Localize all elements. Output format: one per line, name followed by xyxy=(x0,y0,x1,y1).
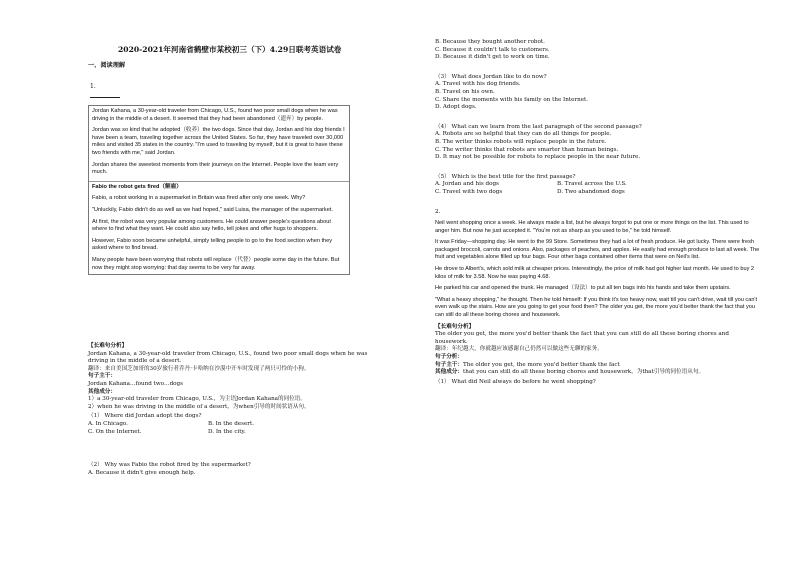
passage-paragraph: "What a heavy shopping," he thought. Then he told himself: If you think it's too heavy now, wait till you can't drive, wait till you can't even walk up the stairs. How are you going to get your food then? The older you get, the more you'd better thank the fact that you can still do all these boring chores and housework. xyxy=(435,296,758,319)
option-d[interactable]: D. Because it didn't get to work on time. xyxy=(435,54,550,61)
analysis-label: 句子主干： xyxy=(435,361,463,368)
question-stem: （1） What did Neil always do before he went shopping? xyxy=(435,378,596,385)
question-options xyxy=(435,181,761,189)
passage-paragraph: He drove to Albert's, which sold milk at cheaper prices. Interestingly, the price of milk had got higher last month. He used to buy 2 kilos of milk for 3.58. Now he was paying 4.68. xyxy=(435,266,755,280)
option-b[interactable]: B. Travel across the U.S. xyxy=(557,181,627,188)
analysis-main: Jordan Kahana…found two…dogs xyxy=(88,380,183,387)
passage-paragraph: He parked his car and opened the trunk. He managed（设法）to put all ten bags into his hands and take them upstairs. xyxy=(435,285,731,292)
analysis-item: 1）a 30-year-old traveler from Chicago, U.S.，为主语Jordan Kahana的同位语。 xyxy=(88,396,306,403)
passage-paragraph: Jordan was so kind that he adopted（收养）the two dogs. Since that day, Jordan and his dog friends I have been a team, traveling together across the United States. So far, they have traveled over 30,000 miles and visited 35 states in the country. "I'm used to traveling by myself, but it is great to have these two friends with me," said Jordan. xyxy=(92,127,345,156)
right-column xyxy=(435,39,761,386)
passage-subtitle: Fabio the robot gets fired（解雇） xyxy=(92,183,182,190)
option-c[interactable]: C. On the Internet. xyxy=(88,428,142,435)
passage-paragraph: However, Fabio soon became unhelpful, simply telling people to go to the food section when they asked where to find bread. xyxy=(92,237,333,252)
passage-paragraph: At first, the robot was very popular among customers. He could answer people's questions about where to find what they want. He could also say hello, tell jokes and offer hugs to shoppers. xyxy=(92,218,331,233)
option-d[interactable]: D. Adopt dogs. xyxy=(435,104,477,111)
analysis-sentence: Jordan Kahana, a 30-year-old traveler from Chicago, U.S., found two poor small dogs when he was driving in the middle of a desert. xyxy=(88,350,368,365)
option-b[interactable]: B. The writer thinks robots will replace people in the future. xyxy=(435,138,607,145)
analysis-label: 其他成分： xyxy=(435,369,463,376)
analysis-main-text: The older you get, the more you'd better thank the fact xyxy=(462,361,620,368)
option-a[interactable]: A. Because it didn't give enough help. xyxy=(88,469,196,476)
box-divider xyxy=(89,181,349,182)
passage-paragraph: Fabio, a robot working in a supermarket in Britain was fired after only one week. Why? xyxy=(92,195,306,202)
question-stem: （4） What can we learn from the last paragraph of the second passage? xyxy=(435,123,642,130)
passage-box xyxy=(88,105,350,275)
analysis-item-text: that you can still do all these boring chores and housework，为that引导的同位语从句。 xyxy=(462,369,705,376)
question-options xyxy=(88,421,386,429)
question-options xyxy=(435,189,761,197)
option-a[interactable]: A. Robots are so helpful that they can do all things for people. xyxy=(435,131,612,138)
question-stem: （3） What does Jordan like to do now? xyxy=(435,73,547,80)
passage-number: 1. xyxy=(90,83,96,90)
question-stem: （2） Why was Fabio the robot fired by the supermarket? xyxy=(88,462,251,469)
passage-two xyxy=(435,220,761,320)
question-stem: （1） Where did Jordan adopt the dogs? xyxy=(88,413,202,420)
passage-paragraph: It was Friday—shopping day. He went to the 99 Store. Sometimes they had a lot of fresh produce. He got lucky. There were fresh packaged broccoli, carrots and onions. Also, packages of peaches, and apples. He easily had enough produce to last all week. The fruit and vegetables alone filled up four bags. Four other bags contained other items that were on Neil's list. xyxy=(435,239,760,261)
passage-paragraph: Neil went shopping once a week. He always made a list, but he always forgot to put one or more things on the list. This used to anger him. But now he just accepted it. "You're not as sharp as you used to be," he told himself. xyxy=(435,220,749,234)
option-d[interactable]: D. It may not be possible for robots to replace people in the near future. xyxy=(435,154,641,161)
analysis-translation: 翻译：来自美国芝加哥的30岁旅行者乔丹·卡哈纳在沙漠中开车时发现了两只可怜的小狗。 xyxy=(88,365,310,372)
analysis-sentence: The older you get, the more you'd better thank the fact that you can still do all these boring chores and housework. xyxy=(435,331,729,345)
option-c[interactable]: C. Because it couldn't talk to customers. xyxy=(435,46,550,53)
analysis-label: 句子主干： xyxy=(88,373,116,380)
passage-paragraph: "Unluckily, Fabio didn't do as well as we had hoped," said Luisa, the manager of the supermarket. xyxy=(92,206,333,213)
option-c[interactable]: C. The writer thinks that robots are smarter than human beings. xyxy=(435,146,619,153)
analysis-item: 2）when he was driving in the middle of a desert，为when引导的时间状语从句。 xyxy=(88,403,310,410)
option-a[interactable]: A. Jordan and his dogs xyxy=(435,181,499,188)
option-a[interactable]: A. Travel with his dog friends. xyxy=(435,81,521,88)
option-a[interactable]: A. In Chicago. xyxy=(88,420,128,427)
analysis-heading: 【长难句分析】 xyxy=(88,343,128,349)
option-d[interactable]: D. In the city. xyxy=(208,428,246,435)
blank-underline xyxy=(90,97,120,98)
option-c[interactable]: C. Travel with two dogs xyxy=(435,188,503,195)
option-c[interactable]: C. Share the moments with his family on the Internet. xyxy=(435,96,589,103)
analysis-item xyxy=(435,369,761,377)
option-d[interactable]: D. Two abandoned dogs xyxy=(557,188,625,195)
option-b[interactable]: B. In the desert. xyxy=(208,420,254,427)
analysis-label: 其他成分： xyxy=(88,388,116,395)
option-b[interactable]: B. Because they bought another robot. xyxy=(435,39,545,45)
passage-number: 2. xyxy=(435,208,441,215)
option-b[interactable]: B. Travel on his own. xyxy=(435,88,495,95)
passage-paragraph: Jordan Kahana, a 30-year-old traveler from Chicago, U.S., found two poor small dogs when he was driving in the middle of a desert. It seemed that they had been abandoned（遗弃）by people. xyxy=(92,108,338,122)
page-title: 2020-2021年河南省鹤壁市某校初三（下）4.29日联考英语试卷 xyxy=(118,45,342,54)
analysis-heading: 【长难句分析】 xyxy=(435,323,475,330)
analysis-translation: 翻译：年纪越大，你就越应该感谢自己仍然可以做这些无聊的家务。 xyxy=(435,346,603,353)
question-options xyxy=(88,429,386,437)
section-heading: 一、阅读理解 xyxy=(88,62,126,69)
left-analysis xyxy=(88,343,386,477)
question-stem: （5） Which is the best title for the first passage? xyxy=(435,173,576,180)
passage-paragraph: Jordan shares the sweetest moments from their journeys on the Internet. People love the team very much. xyxy=(92,161,339,176)
passage-paragraph: Many people have been worrying that robots will replace（代替）people some day in the future. But now they might stop worrying: that day seems to be very far away. xyxy=(92,256,340,271)
analysis-label: 句子分析： xyxy=(435,354,463,360)
